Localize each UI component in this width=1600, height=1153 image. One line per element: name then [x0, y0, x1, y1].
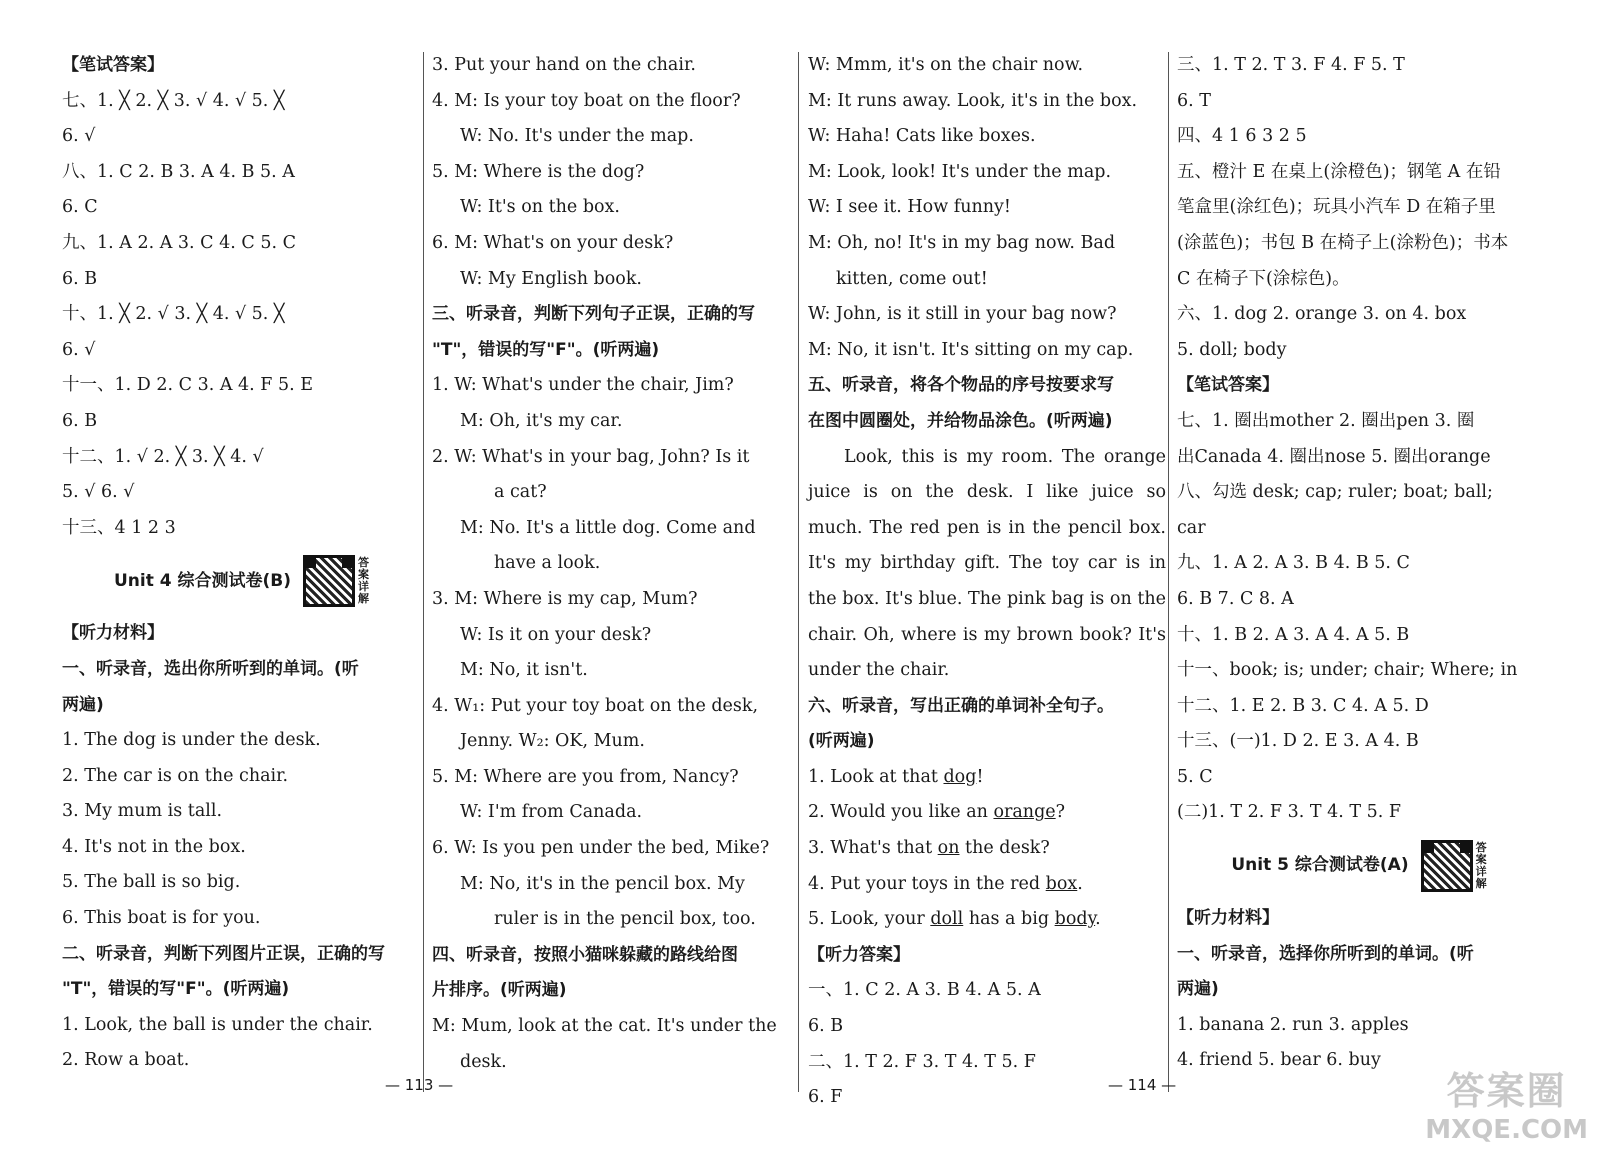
section-heading: 【听力答案】: [808, 944, 910, 965]
question-heading: 五、听录音，将各个物品的序号按要求写: [808, 375, 1114, 396]
sentence-text: the desk?: [959, 838, 1050, 859]
dialogue-line: M: No, it isn't. It's sitting on my cap.: [808, 339, 1134, 360]
dialogue-line: W: Haha! Cats like boxes.: [808, 126, 1036, 147]
column-2: [432, 48, 792, 1080]
dialogue-line: W: No. It's under the map.: [460, 126, 694, 147]
answer-line: 八、勾选 desk; cap; ruler; boat; ball;: [1177, 482, 1493, 503]
sentence-text: 5. Look, your: [808, 909, 931, 930]
list-item: 6. W: Is you pen under the bed, Mike?: [432, 838, 770, 859]
list-item: [808, 902, 1166, 938]
list-item: 2. Row a boat.: [62, 1050, 190, 1071]
question-heading: 一、听录音，选出你所听到的单词。(听: [62, 658, 359, 679]
filled-answer: dog: [943, 766, 977, 787]
list-item: 6. M: What's on your desk?: [432, 232, 674, 253]
filled-answer: on: [937, 838, 960, 859]
answer-line: 七、1. ╳ 2. ╳ 3. √ 4. √ 5. ╳: [62, 90, 285, 111]
answer-line: 九、1. A 2. A 3. C 4. C 5. C: [62, 232, 296, 253]
unit-title-text: Unit 4 综合测试卷(B): [113, 570, 292, 591]
filled-answer: doll: [930, 909, 964, 930]
list-item: 1. Look, the ball is under the chair.: [62, 1014, 373, 1035]
answer-line: 6. B: [62, 268, 98, 289]
filled-answer: box: [1045, 873, 1078, 894]
question-heading: (听两遍): [808, 731, 875, 752]
question-heading: 二、听录音，判断下列图片正误，正确的写: [62, 943, 385, 964]
question-heading: 一、听录音，选择你所听到的单词。(听: [1177, 943, 1474, 964]
answer-line: 6. B: [62, 410, 98, 431]
list-item: 2. W: What's in your bag, John? Is it: [432, 446, 750, 467]
sentence-text: !: [976, 766, 984, 787]
dialogue-line: kitten, come out!: [836, 268, 988, 289]
list-item: 1. W: What's under the chair, Jim?: [432, 375, 734, 396]
column-divider-3: [1168, 52, 1169, 1092]
section-heading: 【笔试答案】: [1177, 375, 1279, 396]
answer-line: 5. C: [1177, 766, 1213, 787]
list-item: [808, 867, 1166, 903]
filled-answer: orange: [993, 802, 1056, 823]
answer-line: 十、1. ╳ 2. √ 3. ╳ 4. √ 5. ╳: [62, 304, 285, 325]
question-heading: "T"，错误的写"F"。(听两遍): [62, 979, 290, 1000]
list-item: 2. The car is on the chair.: [62, 765, 289, 786]
unit-title-text: Unit 5 综合测试卷(A): [1231, 855, 1409, 876]
question-heading: 三、听录音，判断下列句子正误，正确的写: [432, 304, 755, 325]
list-item: 4. W₁: Put your toy boat on the desk,: [432, 695, 759, 716]
list-item: 1. The dog is under the desk.: [62, 730, 321, 751]
answer-line: 十三、4 1 2 3: [62, 517, 176, 538]
dialogue-line: M: Oh, no! It's in my bag now. Bad: [808, 232, 1116, 253]
answer-line: 十二、1. E 2. B 3. C 4. A 5. D: [1177, 695, 1429, 716]
list-item: [808, 760, 1166, 796]
answer-line: car: [1177, 517, 1206, 538]
sentence-text: 1. Look at that: [808, 766, 944, 787]
answer-line: 四、4 1 6 3 2 5: [1177, 126, 1307, 147]
answer-line: 6. B 7. C 8. A: [1177, 588, 1294, 609]
section-heading: 【听力材料】: [62, 623, 164, 644]
list-item: 5. M: Where is the dog?: [432, 161, 645, 182]
list-item: [808, 795, 1166, 831]
question-heading: 六、听录音，写出正确的单词补全句子。: [808, 695, 1114, 716]
sentence-text: .: [1077, 873, 1083, 894]
column-3: [808, 48, 1166, 1116]
dialogue-line: M: Mum, look at the cat. It's under the: [432, 1016, 777, 1037]
answer-line: 二、1. T 2. F 3. T 4. T 5. F: [808, 1051, 1036, 1072]
answer-line: 出Canada 4. 圈出nose 5. 圈出orange: [1177, 446, 1491, 467]
filled-answer: body: [1054, 909, 1096, 930]
question-heading: 四、听录音，按照小猫咪躲藏的路线给图: [432, 944, 738, 965]
answer-line: 6. C: [62, 197, 98, 218]
answer-line: 九、1. A 2. A 3. B 4. B 5. C: [1177, 553, 1410, 574]
answer-line: 十、1. B 2. A 3. A 4. A 5. B: [1177, 624, 1410, 645]
answer-line: 三、1. T 2. T 3. F 4. F 5. T: [1177, 55, 1405, 75]
answer-line: 五、橙汁 E 在桌上(涂橙色)；钢笔 A 在铅: [1177, 161, 1501, 182]
list-item: 5. The ball is so big.: [62, 872, 241, 893]
column-4: [1177, 48, 1542, 1079]
dialogue-line: Jenny. W₂: OK, Mum.: [460, 731, 645, 752]
question-heading: 两遍): [1177, 979, 1219, 1000]
answer-line: 七、1. 圈出mother 2. 圈出pen 3. 圈: [1177, 410, 1475, 431]
dialogue-line: M: No, it's in the pencil box. My: [460, 873, 745, 894]
answer-line: 十一、1. D 2. C 3. A 4. F 5. E: [62, 375, 314, 396]
dialogue-line: W: Is it on your desk?: [460, 624, 652, 645]
answer-line: 5. √ 6. √: [62, 482, 135, 503]
dialogue-line: W: I see it. How funny!: [808, 197, 1011, 218]
column-divider-1: [423, 52, 424, 1092]
dialogue-line: M: Oh, it's my car.: [460, 410, 623, 431]
answer-line: 6. T: [1177, 90, 1211, 111]
answer-line: 6. F: [808, 1087, 843, 1108]
watermark-logo: [1425, 1060, 1588, 1145]
dialogue-line: W: Mmm, it's on the chair now.: [808, 55, 1084, 75]
list-item: 4. friend 5. bear 6. buy: [1177, 1050, 1381, 1071]
answer-line: 八、1. C 2. B 3. A 4. B 5. A: [62, 161, 295, 182]
dialogue-line: a cat?: [494, 482, 547, 503]
list-item: 1. banana 2. run 3. apples: [1177, 1014, 1409, 1035]
answer-line: 5. doll; body: [1177, 339, 1287, 360]
qr-code-icon: [1421, 840, 1473, 892]
page-number-right: — 114 —: [1108, 1076, 1177, 1094]
list-item: 3. Put your hand on the chair.: [432, 55, 696, 75]
question-heading: "T"，错误的写"F"。(听两遍): [432, 339, 660, 360]
unit-title: [1177, 831, 1542, 901]
dialogue-line: ruler is in the pencil box, too.: [494, 909, 756, 930]
list-item: 5. M: Where are you from, Nancy?: [432, 766, 739, 787]
answer-line: 6. √: [62, 126, 96, 147]
qr-code-icon: [303, 555, 355, 607]
answer-line: 6. B: [808, 1016, 844, 1037]
sentence-text: has a big: [963, 909, 1055, 930]
sentence-text: 4. Put your toys in the red: [808, 873, 1046, 894]
list-item: [808, 831, 1166, 867]
watermark-text: 答案圈: [1446, 1069, 1567, 1113]
dialogue-line: M: It runs away. Look, it's in the box.: [808, 90, 1138, 111]
section-heading: 【笔试答案】: [62, 55, 164, 75]
column-divider-2: [798, 52, 799, 1092]
dialogue-line: desk.: [460, 1051, 507, 1072]
question-heading: 片排序。(听两遍): [432, 980, 567, 1001]
sentence-text: 3. What's that: [808, 838, 938, 859]
answer-line: 6. √: [62, 339, 96, 360]
dialogue-line: W: My English book.: [460, 268, 642, 289]
answer-line: 笔盒里(涂红色)；玩具小汽车 D 在箱子里: [1177, 197, 1496, 218]
answer-line: (涂蓝色)；书包 B 在椅子上(涂粉色)；书本: [1177, 232, 1509, 253]
question-heading: 在图中圆圈处，并给物品涂色。(听两遍): [808, 410, 1113, 431]
list-item: 6. This boat is for you.: [62, 908, 261, 929]
dialogue-line: W: John, is it still in your bag now?: [808, 304, 1117, 325]
list-item: 4. M: Is your toy boat on the floor?: [432, 90, 741, 111]
qr-label: 答案详解: [1475, 841, 1487, 891]
listening-passage: Look, this is my room. The orange juice is on the desk. I like juice so much. The red pen is in the pencil box. It's my birthday gift. The toy car is in the box. It's blue. The pink bag is on the chair. Oh, where is my brown book? It's under the chair.: [808, 446, 1166, 681]
unit-title: [62, 546, 422, 616]
answer-line: 一、1. C 2. A 3. B 4. A 5. A: [808, 980, 1041, 1001]
page-number-left: — 113 —: [385, 1076, 454, 1094]
answer-line: 十一、book; is; under; chair; Where; in: [1177, 660, 1518, 681]
question-heading: 两遍): [62, 694, 104, 715]
answer-line: (二)1. T 2. F 3. T 4. T 5. F: [1177, 802, 1402, 823]
dialogue-line: M: No, it isn't.: [460, 660, 588, 681]
answer-line: 十三、(一)1. D 2. E 3. A 4. B: [1177, 731, 1419, 752]
list-item: 4. It's not in the box.: [62, 836, 246, 857]
sentence-text: .: [1095, 909, 1101, 930]
sentence-text: ?: [1055, 802, 1066, 823]
qr-label: 答案详解: [358, 556, 370, 606]
dialogue-line: have a look.: [494, 553, 601, 574]
answer-line: 十二、1. √ 2. ╳ 3. ╳ 4. √: [62, 446, 264, 467]
dialogue-line: M: No. It's a little dog. Come and: [460, 517, 756, 538]
column-1: [62, 48, 422, 1079]
sentence-text: 2. Would you like an: [808, 802, 994, 823]
watermark-url: MXQE.COM: [1425, 1115, 1588, 1145]
dialogue-line: W: I'm from Canada.: [460, 802, 643, 823]
dialogue-line: M: Look, look! It's under the map.: [808, 161, 1112, 182]
answer-line: 六、1. dog 2. orange 3. on 4. box: [1177, 304, 1467, 325]
answer-line: C 在椅子下(涂棕色)。: [1177, 268, 1350, 289]
section-heading: 【听力材料】: [1177, 908, 1279, 929]
dialogue-line: W: It's on the box.: [460, 197, 620, 218]
list-item: 3. M: Where is my cap, Mum?: [432, 588, 698, 609]
list-item: 3. My mum is tall.: [62, 801, 223, 822]
